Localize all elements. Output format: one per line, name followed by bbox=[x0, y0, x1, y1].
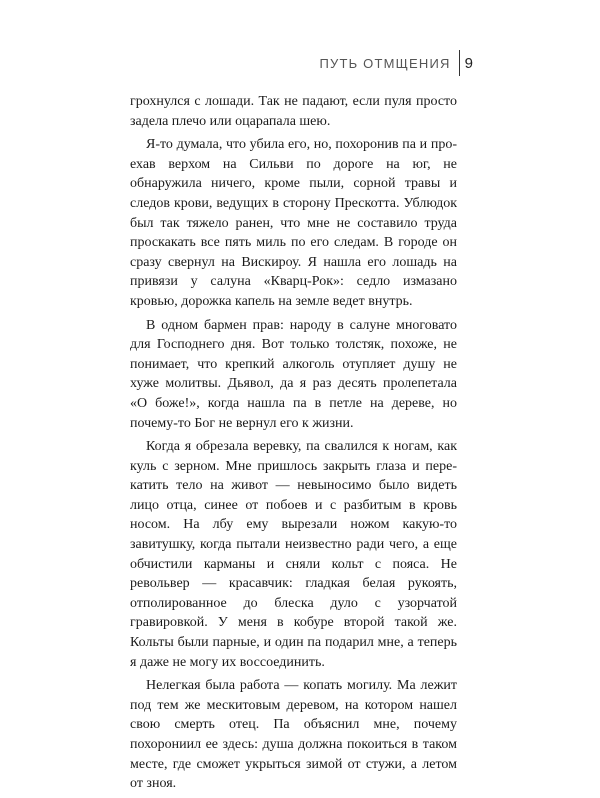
paragraph: В одном бармен прав: народу в салуне многовато для Господнего дня. Вот только толстяк, похоже, не понимает, что крепкий алкоголь отупляет душу не хуже молитвы. Дьявол, да я раз десять пролепетала «О боже!», когда нашла па в петле на дереве, но почему-то Бог не вернул его к жизни. bbox=[130, 317, 457, 431]
running-head bbox=[320, 50, 474, 76]
paragraph: Нелегкая была работа — копать могилу. Ма лежит под тем же мескитовым деревом, на котором нашел свою смерть отец. Па объяснил мне, почему похорониил ее здесь: душа должна покоиться в таком месте, где сможет укрыться зимой от стужи, а летом от зноя. bbox=[130, 678, 457, 792]
paragraph: Я-то думала, что убила его, но, похоронив па и проехав верхом на Сильви по дороге на юг, не обнаружила ничего, кроме пыли, сорной травы и следов крови, ведущих в сторону Прескотта. Ублюдок был так тяжело ранен, что мне не составило труда проскакать все пять миль по его следам. В городе он сразу свернул на Вискироу. Я нашла его лошадь на привязи у салуна «Кварц-Рок»: седло измазано кровью, дорожка капель на земле ведет внутрь. bbox=[130, 137, 457, 309]
paragraph: Когда я обрезала веревку, па свалился к ногам, как куль с зерном. Мне пришлось закрыть глаза и перекатить тело на живот — невыносимо было видеть лицо отца, синее от побоев и с разбитым в кровь носом. На лбу ему вырезали ножом какую-то завитушку, когда пытали неизвестно ради чего, а еще обчистили карманы и сняли кольт с пояса. Не револьвер — красавчик: гладкая белая рукоять, отполированное до блеска дуло с узорчатой гравировкой. У меня в кобуре второй такой же. Кольты были парные, и один па подарил мне, а теперь я даже не могу их воссоединить. bbox=[130, 439, 457, 670]
paragraph-continued: грохнулся с лошади. Так не падают, если пуля просто задела плечо или оцарапала шею. bbox=[130, 94, 457, 129]
body-text bbox=[130, 92, 457, 798]
page-number: 9 bbox=[464, 54, 473, 72]
running-head-title: ПУТЬ ОТМЩЕНИЯ bbox=[319, 55, 451, 71]
